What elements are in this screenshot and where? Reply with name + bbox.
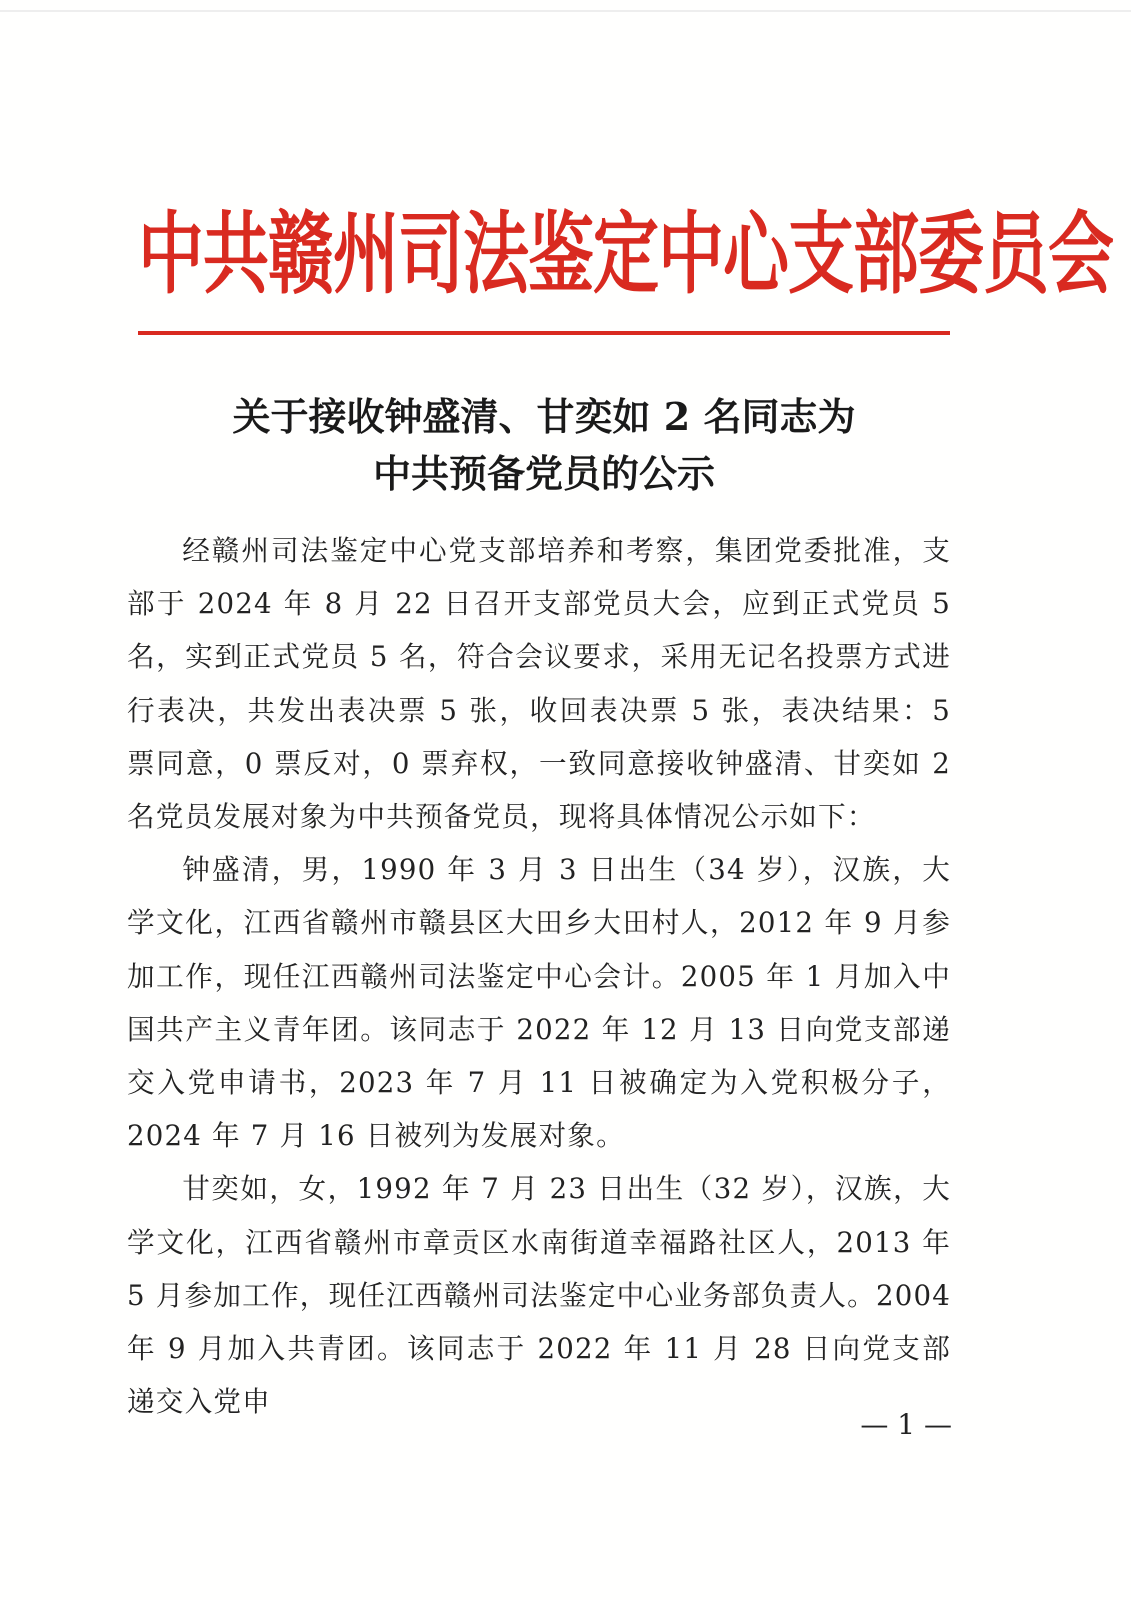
title-line-2: 中共预备党员的公示: [372, 451, 715, 496]
paragraph-intro: 经赣州司法鉴定中心党支部培养和考察，集团党委批准，支部于 2024 年 8 月 22 日召开支部党员大会，应到正式党员 5 名，实到正式党员 5 名，符合会议要求，采用无记名投票方式进行表决，共发出表决票 5 张，收回表决票 5 张，表决结果：5 票同意，0 票反对，0 票弃权，一致同意接收钟盛清、甘奕如 2 名党员发展对象为中共预备党员，现将具体情况公示如下：: [127, 534, 951, 834]
page-number: — 1 —: [860, 1408, 952, 1441]
paragraph-gan-yiru: 甘奕如，女，1992 年 7 月 23 日出生（32 岁），汉族，大学文化，江西省赣州市章贡区水南街道幸福路社区人，2013 年 5 月参加工作，现任江西赣州司法鉴定中心业务部负责人。2004 年 9 月加入共青团。该同志于 2022 年 11 月 28 日向党支部递交入党申: [127, 1172, 951, 1419]
masthead-title: 中共赣州司法鉴定中心支部委员会: [138, 202, 1113, 307]
masthead-red-rule: [138, 331, 950, 335]
title-line-1: 关于接收钟盛清、甘奕如 2 名同志为: [232, 394, 856, 439]
scan-edge-line: [0, 10, 1131, 12]
paragraph-zhong-shengqing: 钟盛清，男，1990 年 3 月 3 日出生（34 岁），汉族，大学文化，江西省赣州市赣县区大田乡大田村人，2012 年 9 月参加工作，现任江西赣州司法鉴定中心会计。2005 年 1 月加入中国共产主义青年团。该同志于 2022 年 12 月 13 日向党支部递交入党申请书，2023 年 7 月 11 日被确定为入党积极分子，2024 年 7 月 16 日被列为发展对象。: [127, 853, 951, 1153]
document-body: [127, 524, 951, 1428]
document-title: [138, 388, 950, 502]
